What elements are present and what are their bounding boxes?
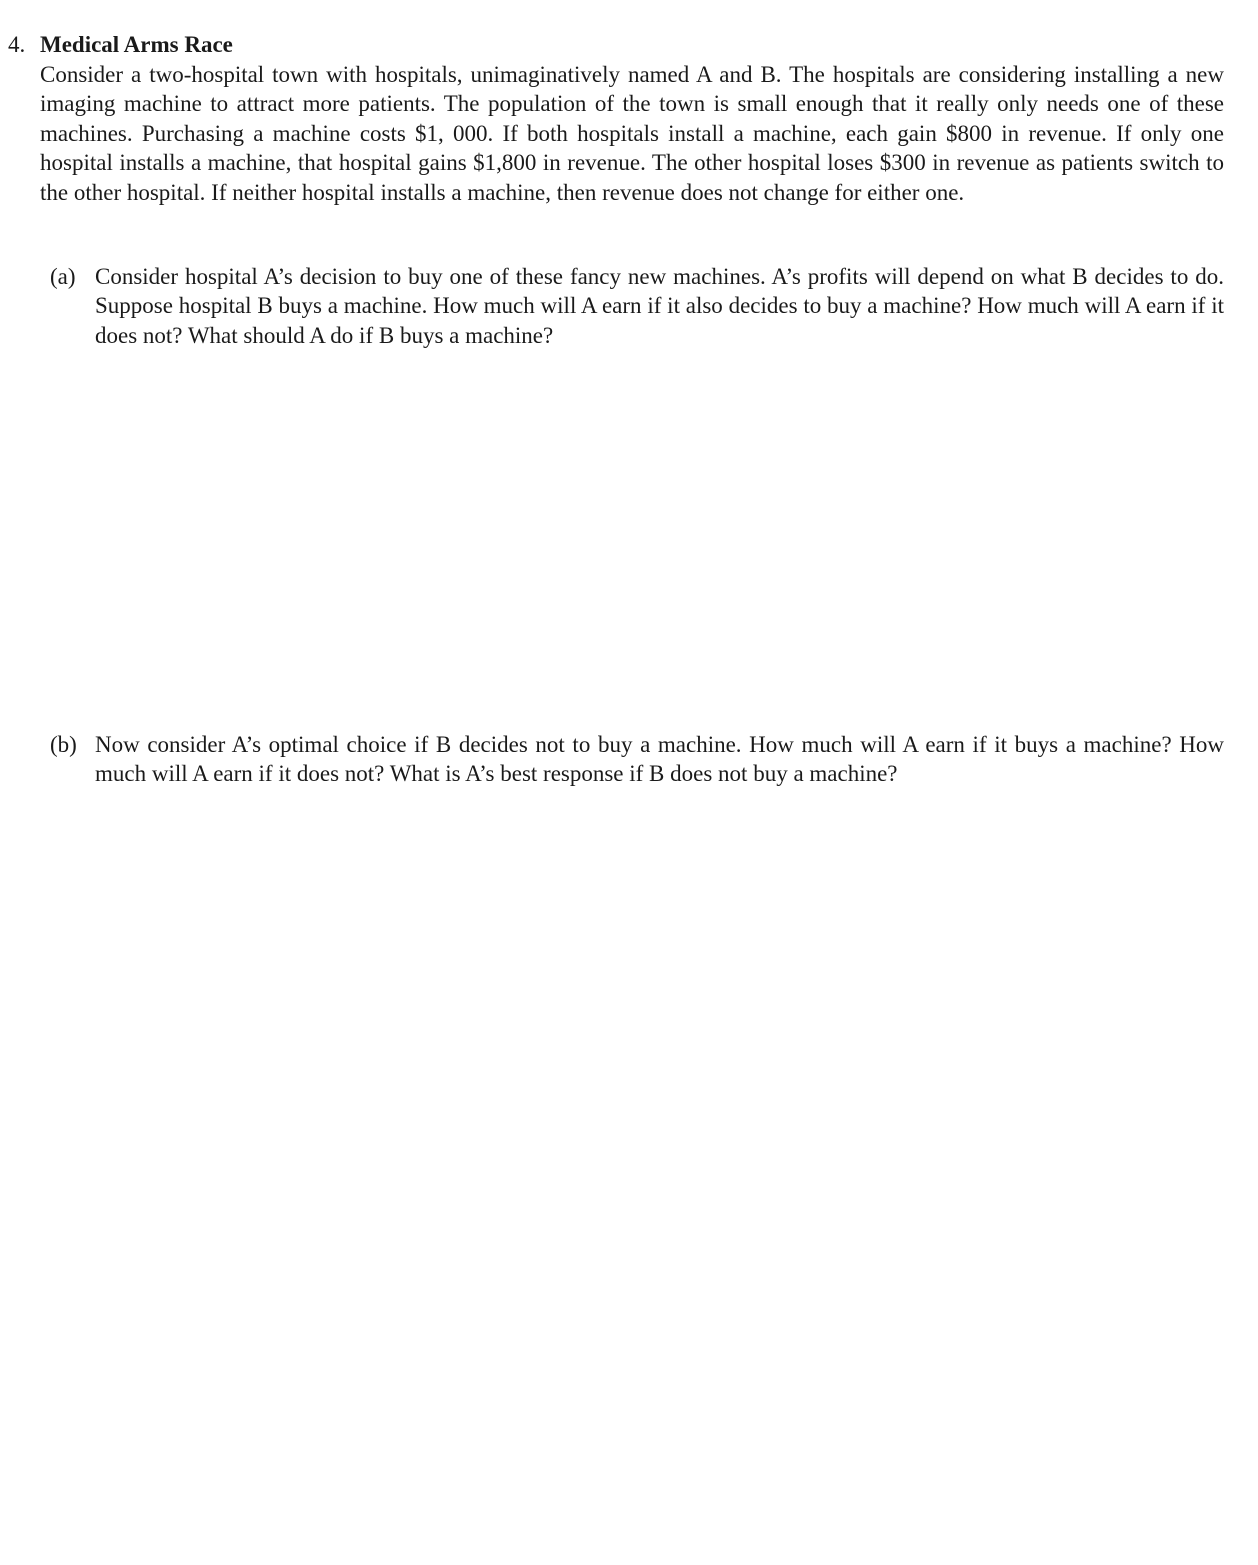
problem-number: 4. bbox=[8, 32, 26, 57]
problem-intro: Consider a two-hospital town with hospitals, unimaginatively named A and B. The hospitals are considering installing a new imaging machine to attract more patients. The population of the town is small enough that it really only needs one of these machines. Purchasing a machine costs $1, 000. If both hospitals install a machine, each gain $800 in revenue. If only one hospital installs a machine, that hospital gains $1,800 in revenue. The other hospital loses $300 in revenue as patients switch to the other hospital. If neither hospital installs a machine, then revenue does not change for either one. bbox=[40, 62, 1224, 205]
problem-title: Medical Arms Race bbox=[40, 32, 233, 57]
part-a bbox=[50, 262, 1224, 350]
problem-header bbox=[8, 30, 1224, 60]
part-b-question: Now consider A’s optimal choice if B decides not to buy a machine. How much will A earn if it buys a machine? How much will A earn if it does not? What is A’s best response if B does not buy a machine? bbox=[95, 732, 1224, 787]
part-a-label: (a) bbox=[50, 264, 76, 289]
part-b-label: (b) bbox=[50, 732, 77, 757]
problem-4 bbox=[8, 30, 1224, 207]
part-a-question: Consider hospital A’s decision to buy one of these fancy new machines. A’s profits will depend on what B decides to do. Suppose hospital B buys a machine. How much will A earn if it also decides to buy a machine? How much will A earn if it does not? What should A do if B buys a machine? bbox=[95, 264, 1224, 348]
part-b-answer-space bbox=[95, 800, 1224, 1540]
part-b bbox=[50, 730, 1224, 789]
part-a-answer-space bbox=[95, 356, 1224, 716]
